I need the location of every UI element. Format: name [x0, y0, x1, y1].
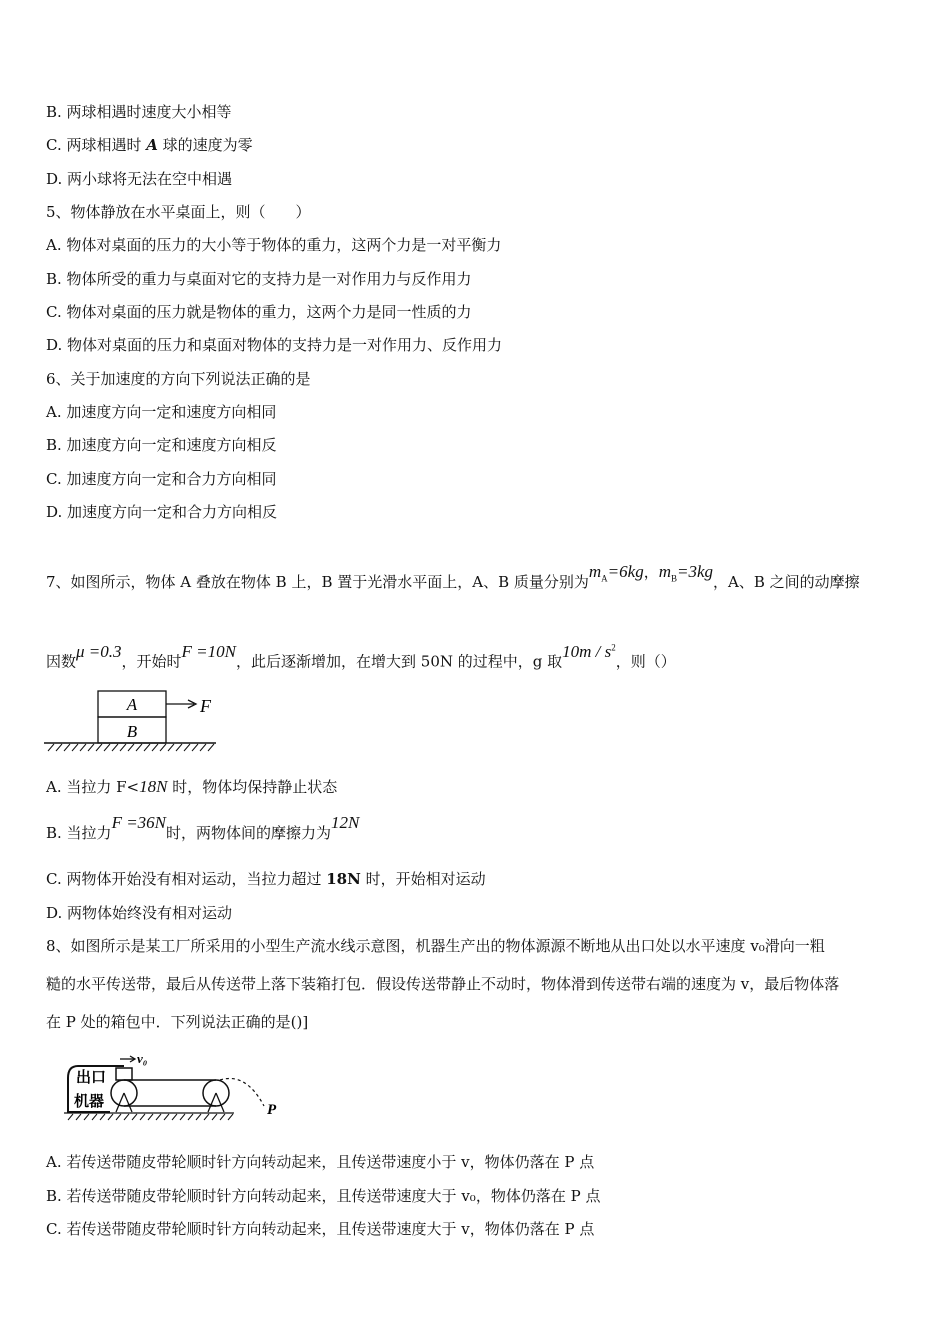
question-8-line-3: 在 P 处的箱包中．下列说法正确的是()]	[46, 1013, 309, 1031]
option-a-q7	[46, 777, 337, 797]
machine-label: 机器	[74, 1094, 105, 1110]
option-b-q4: B. 两球相遇时速度大小相等	[46, 103, 232, 121]
option-c-q4-text-end: 球的速度为零	[157, 136, 253, 154]
option-d-q5: D. 物体对桌面的压力和桌面对物体的支持力是一对作用力、反作用力	[46, 336, 503, 354]
option-c-q7	[46, 869, 486, 889]
right-pulley-stand	[208, 1093, 224, 1112]
trajectory-path	[220, 1078, 264, 1106]
option-b-q5: B. 物体所受的重力与桌面对它的支持力是一对作用力与反作用力	[46, 270, 472, 288]
option-b-q7-text: B. 当拉力	[46, 824, 112, 842]
blocks-diagram	[44, 688, 224, 760]
floor-hatching	[68, 1114, 233, 1120]
question-7-text-3: ，开始时	[121, 652, 182, 671]
option-c-q7-force: 18N	[326, 870, 361, 888]
velocity-label: v₀	[137, 1051, 148, 1066]
option-c-q6: C. 加速度方向一定和合力方向相同	[46, 470, 277, 488]
question-6: 6、关于加速度的方向下列说法正确的是	[46, 370, 311, 388]
landing-point-label: P	[267, 1102, 277, 1118]
question-7-line-2	[46, 641, 676, 672]
option-b-q6: B. 加速度方向一定和速度方向相反	[46, 436, 277, 454]
question-8-line-1: 8、如图所示是某工厂所采用的小型生产流水线示意图，机器生产出的物体源源不断地从出口处以水平速度 v₀滑向一粗	[46, 937, 825, 955]
option-a-q8: A. 若传送带随皮带轮顺时针方向转动起来，且传送带速度小于 v，物体仍落在 P 点	[46, 1153, 595, 1171]
exit-label: 出口	[76, 1070, 107, 1086]
option-d-q7: D. 两物体始终没有相对运动	[46, 904, 233, 922]
block-a-label: A	[126, 695, 138, 714]
mass-a-formula: $m_A=6kg$	[588, 562, 644, 584]
option-c-q4-text: C. 两球相遇时	[46, 136, 147, 154]
product-box	[116, 1068, 132, 1080]
option-a-q6: A. 加速度方向一定和速度方向相同	[46, 403, 277, 421]
question-7-text-cont: ，A、B 之间的动摩擦	[713, 573, 860, 591]
option-c-q4-ball-label: A	[146, 136, 158, 154]
block-b-label: B	[126, 722, 138, 741]
option-a-q7-text: A. 当拉力 F<	[46, 778, 140, 796]
gravity-value: $10m / s^2$	[562, 641, 616, 661]
question-7-text-2: 因数	[46, 652, 77, 671]
mass-separator: ，	[643, 563, 659, 581]
option-a-q7-force: 18N	[139, 777, 168, 796]
option-b-q7-text-mid: 时，两物体间的摩擦力为	[166, 824, 332, 842]
option-a-q5: A. 物体对桌面的压力的大小等于物体的重力，这两个力是一对平衡力	[46, 236, 502, 254]
initial-force: F =10N	[181, 641, 236, 661]
option-c-q5: C. 物体对桌面的压力就是物体的重力，这两个力是同一性质的力	[46, 303, 472, 321]
force-label: F	[200, 696, 211, 716]
option-b-q8: B. 若传送带随皮带轮顺时针方向转动起来，且传送带速度大于 v₀，物体仍落在 P 点	[46, 1187, 601, 1205]
option-b-q7-force: F =36N	[111, 813, 167, 832]
option-c-q7-text-end: 时，开始相对运动	[360, 870, 486, 888]
option-d-q4: D. 两小球将无法在空中相遇	[46, 170, 233, 188]
option-d-q6: D. 加速度方向一定和合力方向相反	[46, 503, 278, 521]
option-b-q7-friction: 12N	[331, 813, 360, 832]
question-7-text: 7、如图所示，物体 A 叠放在物体 B 上，B 置于光滑水平面上，A、B 质量分别为	[46, 573, 589, 591]
question-7-text-4: ，此后逐渐增加，在增大到 50N 的过程中，g 取	[236, 652, 563, 671]
question-7-line-1	[46, 562, 860, 598]
conveyor-diagram	[64, 1050, 294, 1130]
option-a-q7-text-end: 时，物体均保持静止状态	[167, 778, 338, 796]
friction-coefficient: μ =0.3	[76, 641, 122, 661]
question-5: 5、物体静放在水平桌面上，则（ ）	[46, 203, 311, 221]
mass-b-formula: $m_B=3kg$	[658, 562, 714, 584]
option-c-q4	[46, 135, 253, 155]
left-pulley-stand	[116, 1093, 132, 1112]
option-c-q8: C. 若传送带随皮带轮顺时针方向转动起来，且传送带速度大于 v，物体仍落在 P 点	[46, 1220, 595, 1238]
ground-hatching	[48, 744, 214, 751]
question-7-text-5: ，则（）	[615, 652, 676, 671]
option-b-q7	[46, 813, 360, 843]
question-8-line-2: 糙的水平传送带，最后从传送带上落下装箱打包．假设传送带静止不动时，物体滑到传送带右端的速度为 v，最后物体落	[46, 975, 840, 993]
option-c-q7-text: C. 两物体开始没有相对运动，当拉力超过	[46, 870, 327, 888]
